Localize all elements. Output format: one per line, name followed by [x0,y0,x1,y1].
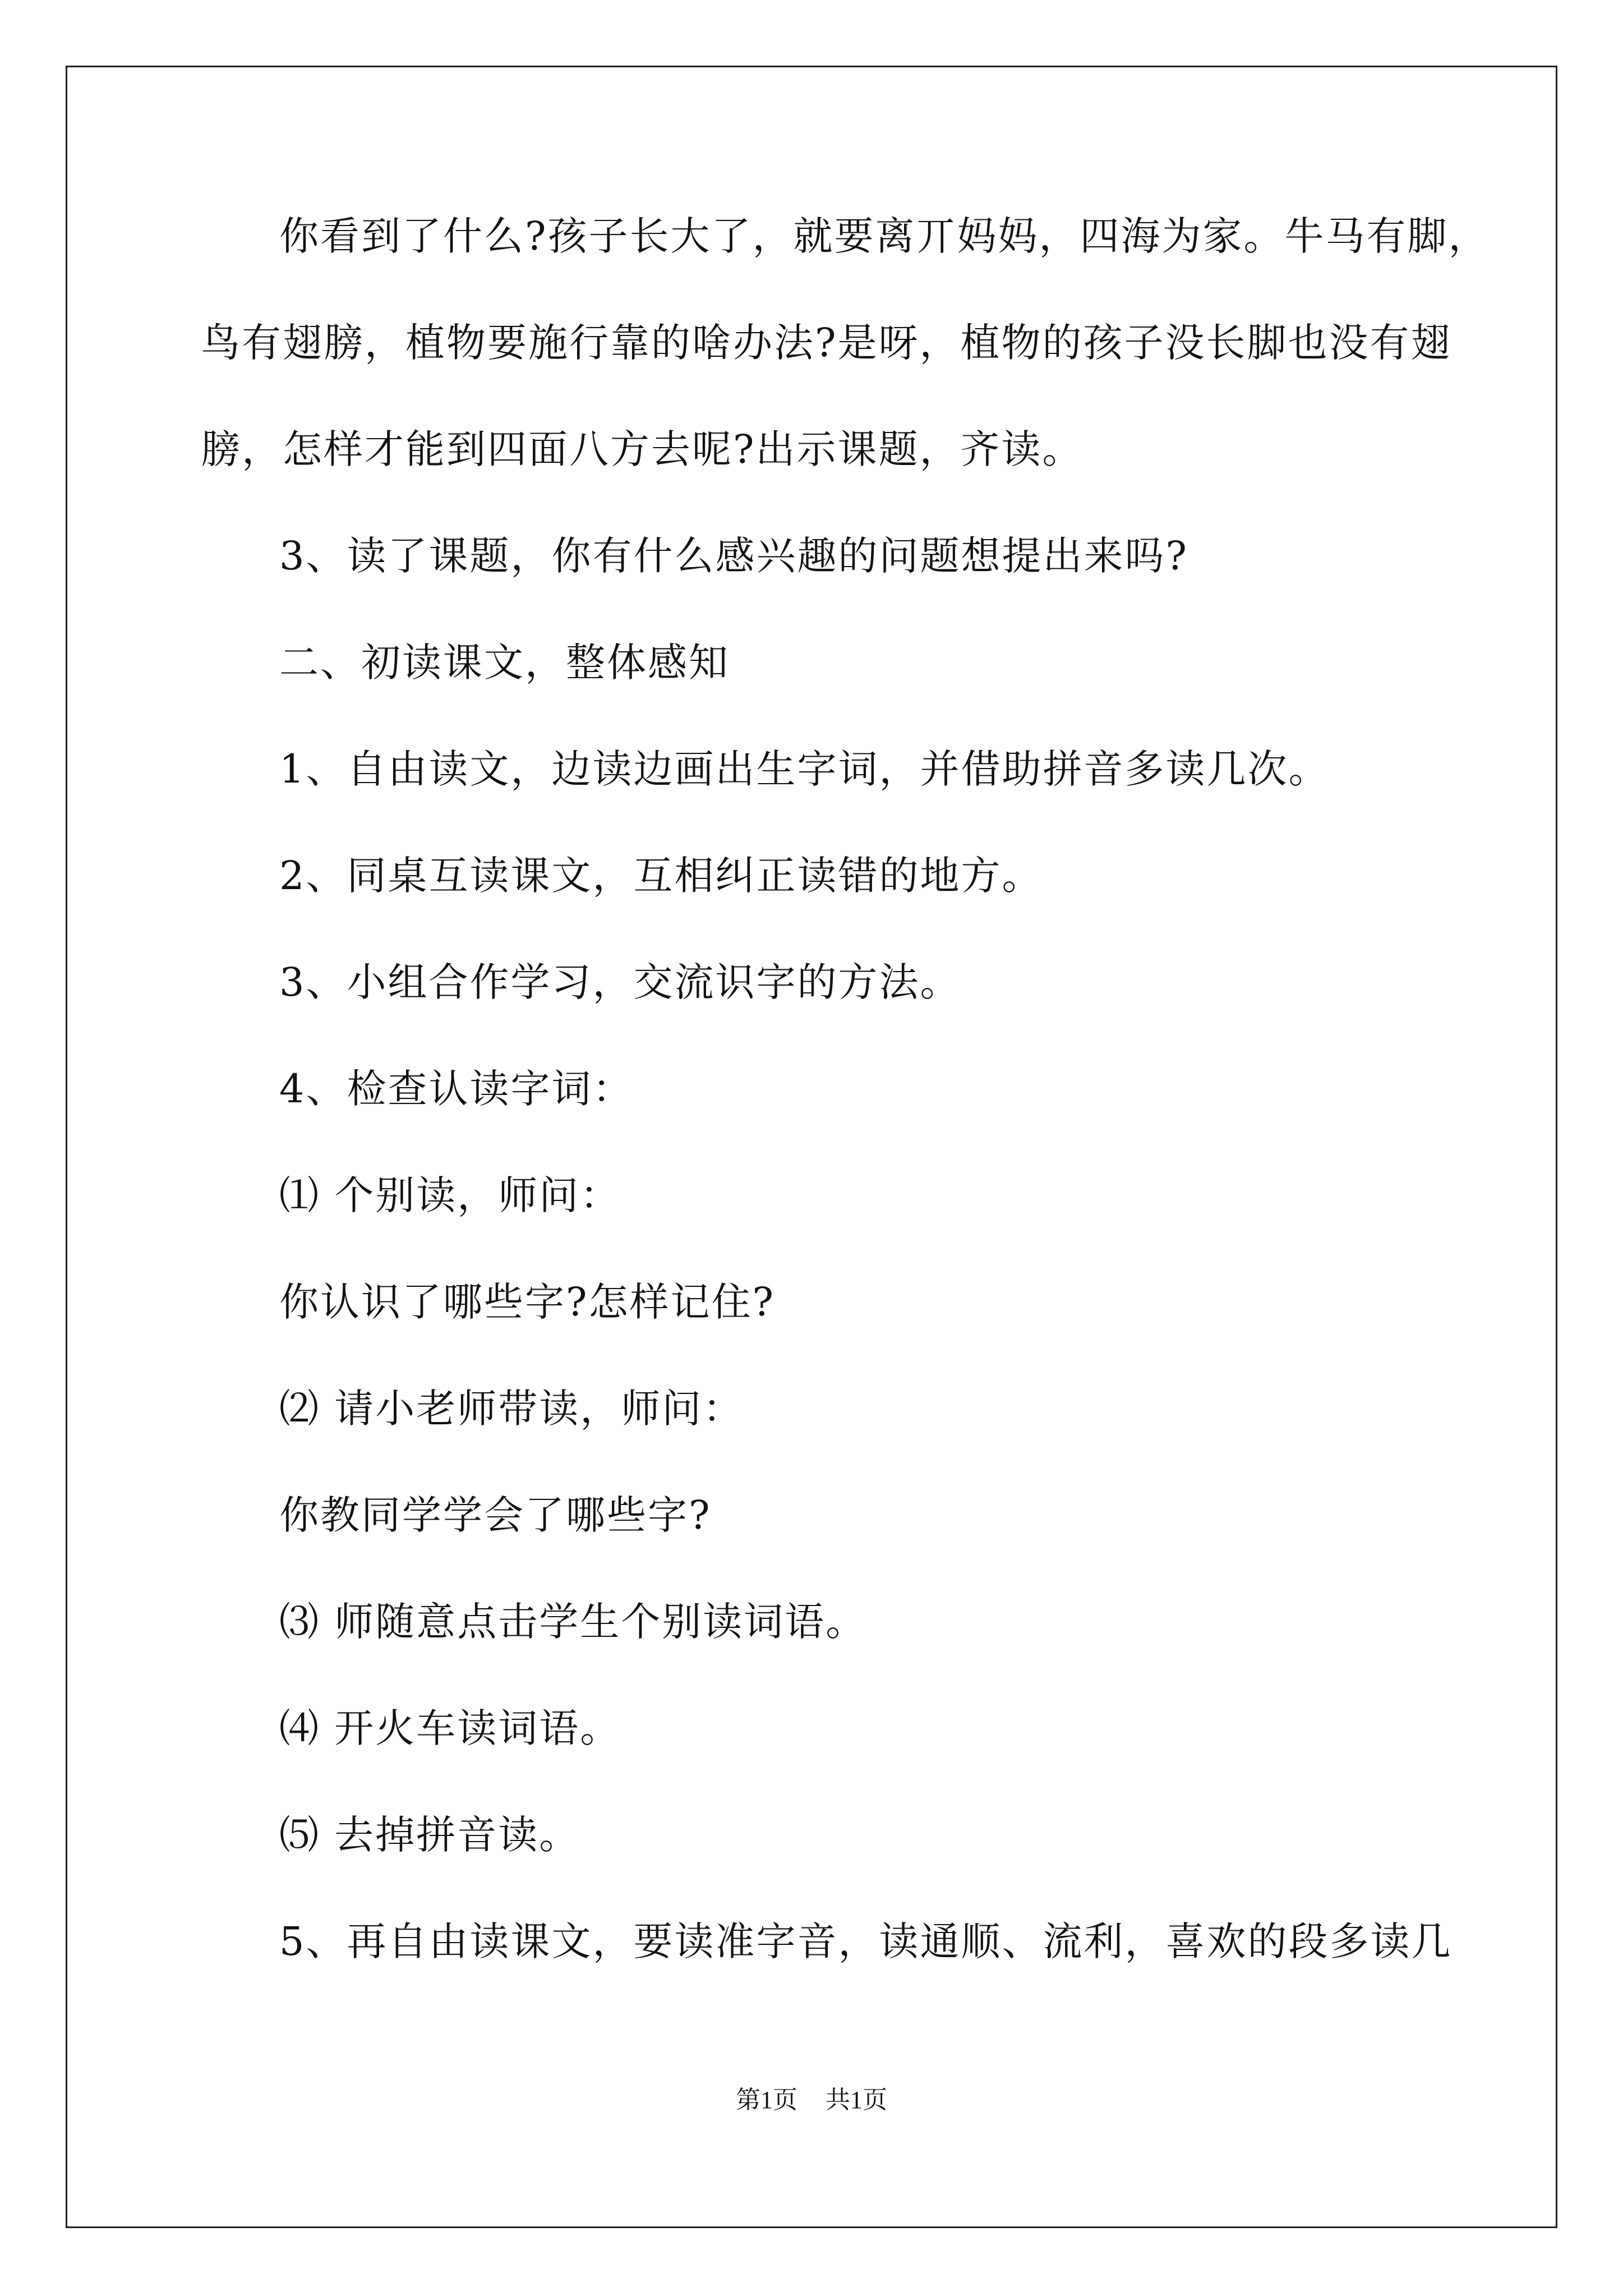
paragraph-line: 3、小组合作学习，交流识字的方法。 [279,959,961,1005]
page-footer [0,2086,1623,2115]
paragraph-line: 鸟有翅膀，植物要施行靠的啥办法?是呀，植物的孩子没长脚也没有翅 [201,320,1452,366]
paragraph-line: ⑴ 个别读，师问： [279,1172,621,1218]
paragraph-line: 4、检查认读字词： [279,1066,634,1112]
paragraph-line: 膀，怎样才能到四面八方去呢?出示课题，齐读。 [201,426,1083,472]
page-total: 共1页 [826,2086,887,2114]
paragraph-line: ⑵ 请小老师带读，师问： [279,1386,744,1432]
paragraph-line: 2、同桌互读课文，互相纠正读错的地方。 [279,853,1043,899]
paragraph-line: ⑷ 开火车读词语。 [279,1705,621,1751]
paragraph-line: 你认识了哪些字?怎样记住? [279,1279,776,1325]
paragraph-line: 你教同学学会了哪些字? [279,1492,712,1538]
paragraph-line: 你看到了什么?孩子长大了，就要离丌妈妈，四海为家。牛马有脚， [279,213,1490,259]
section-heading: 二、初读课文，整体感知 [279,639,730,685]
paragraph-line: ⑸ 去掉拼音读。 [279,1812,580,1858]
paragraph-line: ⑶ 师随意点击学生个别读词语。 [279,1599,867,1645]
paragraph-line: 5、再自由读课文，要读准字音，读通顺、流利，喜欢的段多读几 [279,1918,1453,1964]
paragraph-line: 3、读了课题，你有什么感兴趣的问题想提出来吗? [279,533,1189,579]
document-body [201,213,1491,2025]
page-number: 第1页 [736,2086,797,2114]
paragraph-line: 1、自由读文，边读边画出生字词，并借助拼音多读几次。 [279,746,1330,792]
